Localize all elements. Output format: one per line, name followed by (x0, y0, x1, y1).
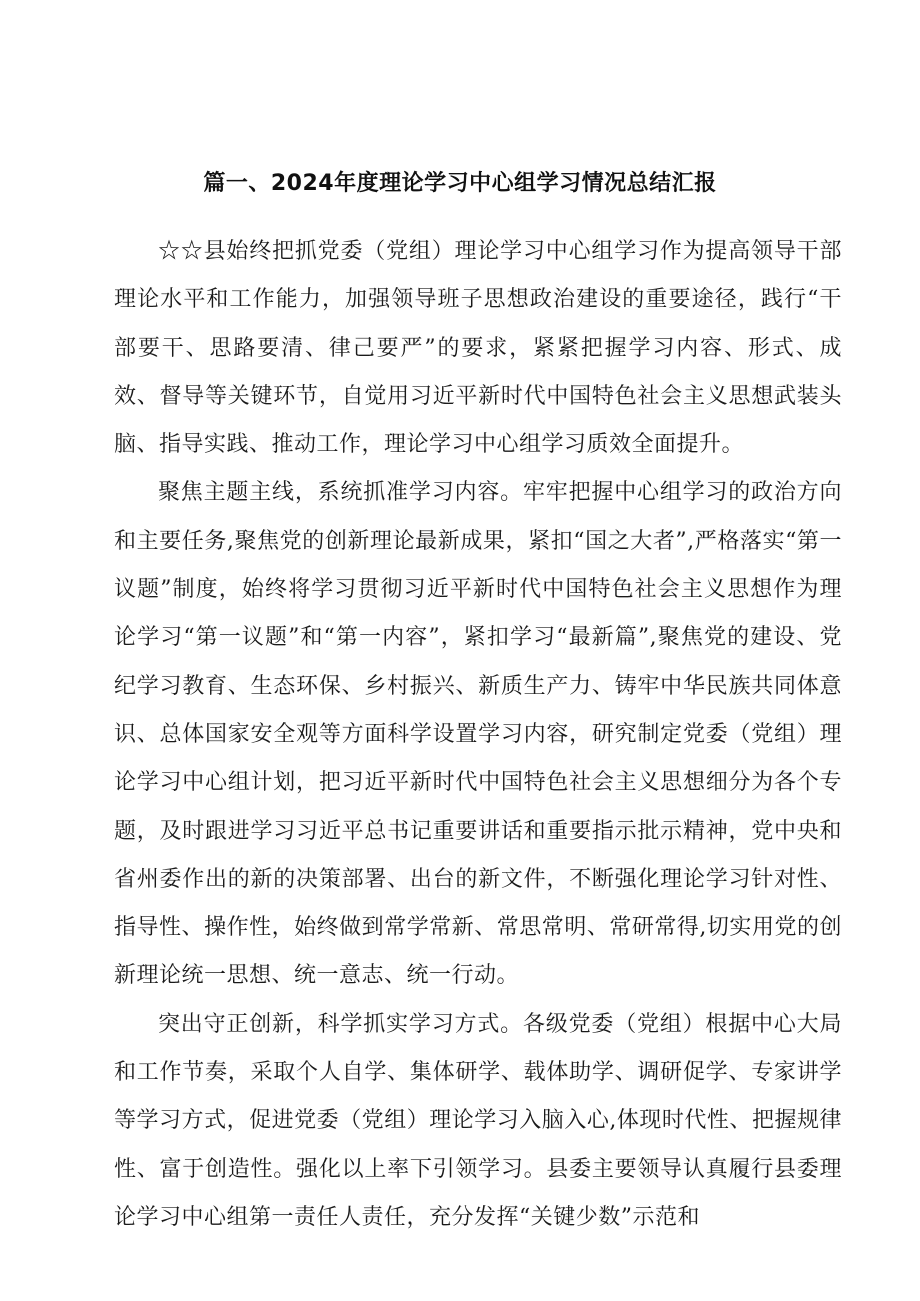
paragraph-study-methods: 突出守正创新，科学抓实学习方式。各级党委（党组）根据中心大局和工作节奏，采取个人自学、集体研学、载体助学、调研促学、专家讲学等学习方式，促进党委（党组）理论学习入脑入心,体现时代性、把握规律性、富于创造性。强化以上率下引领学习。县委主要领导认真履行县委理论学习中心组第一责任人责任，充分发挥“关键少数”示范和 (114, 1011, 842, 1230)
document-title: 篇一、2024年度理论学习中心组学习情况总结汇报 (203, 171, 717, 196)
paragraph-intro: ☆☆县始终把抓党委（党组）理论学习中心组学习作为提高领导干部理论水平和工作能力，加强领导班子思想政治建设的重要途径，践行“干部要干、思路要清、律己要严”的要求，紧紧把握学习内容、形式、成效、督导等关键环节，自觉用习近平新时代中国特色社会主义思想武装头脑、指导实践、推动工作，理论学习中心组学习质效全面提升。 (114, 239, 842, 458)
document-body (114, 228, 842, 1242)
paragraph-study-content: 聚焦主题主线，系统抓准学习内容。牢牢把握中心组学习的政治方向和主要任务,聚焦党的创新理论最新成果，紧扣“国之大者”,严格落实“第一议题”制度，始终将学习贯彻习近平新时代中国特色社会主义思想作为理论学习“第一议题”和“第一内容”，紧扣学习“最新篇”,聚焦党的建设、党纪学习教育、生态环保、乡村振兴、新质生产力、铸牢中华民族共同体意识、总体国家安全观等方面科学设置学习内容，研究制定党委（党组）理论学习中心组计划，把习近平新时代中国特色社会主义思想细分为各个专题，及时跟进学习习近平总书记重要讲话和重要指示批示精神，党中央和省州委作出的新的决策部署、出台的新文件，不断强化理论学习针对性、指导性、操作性，始终做到常学常新、常思常明、常研常得,切实用党的创新理论统一思想、统一意志、统一行动。 (114, 480, 842, 989)
